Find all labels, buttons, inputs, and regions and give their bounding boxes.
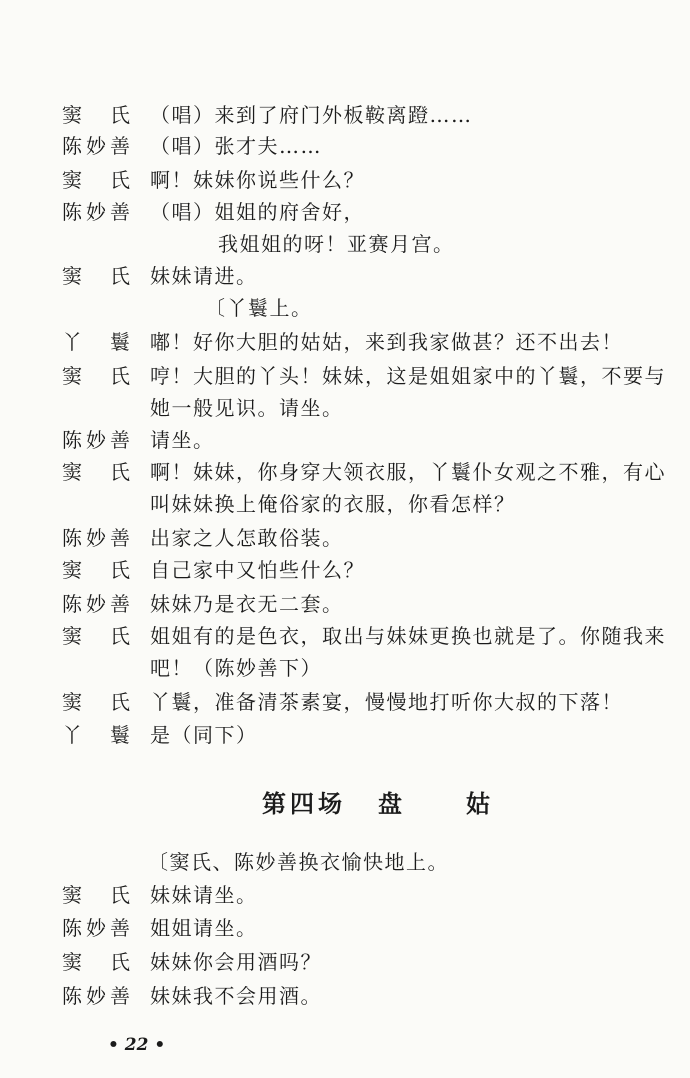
speaker-name: 窦 氏	[62, 950, 130, 974]
dialogue-text: 妹妹请坐。	[150, 883, 258, 907]
dialogue-text: 啊！妹妹你说些什么？	[150, 168, 365, 192]
dialogue-row	[0, 524, 690, 552]
dialogue-row	[0, 362, 690, 390]
dialogue-text: （唱）姐姐的府舍好，	[150, 200, 365, 224]
dialogue-text: 她一般见识。请坐。	[150, 396, 344, 420]
dialogue-text: 妹妹请进。	[150, 264, 258, 288]
dialogue-text: 妹妹乃是衣无二套。	[150, 592, 344, 616]
scene-number: 第四场	[262, 789, 346, 818]
stage-direction	[0, 848, 690, 876]
dialogue-text: 请坐。	[150, 428, 215, 452]
scene-heading	[0, 787, 690, 821]
speaker-name: 窦 氏	[62, 168, 130, 192]
dialogue-row	[0, 458, 690, 486]
speaker-name: 丫 鬟	[62, 330, 130, 354]
speaker-name: 丫 鬟	[62, 723, 130, 747]
stage-direction-text: 〔丫鬟上。	[205, 296, 313, 320]
dialogue-row	[0, 721, 690, 749]
speaker-name: 陈妙善	[62, 526, 130, 550]
stage-direction-text: 〔窦氏、陈妙善换衣愉快地上。	[148, 850, 449, 874]
dialogue-text: 吧！（陈妙善下）	[150, 656, 322, 680]
dialogue-continuation	[0, 490, 690, 518]
dialogue-row	[0, 881, 690, 909]
page-number: • 22 •	[108, 1035, 166, 1055]
speaker-name: 陈妙善	[62, 592, 130, 616]
speaker-name: 陈妙善	[62, 134, 130, 158]
speaker-name: 陈妙善	[62, 428, 130, 452]
dialogue-row	[0, 590, 690, 618]
dialogue-text: 自己家中又怕些什么？	[150, 558, 365, 582]
dialogue-row	[0, 262, 690, 290]
dialogue-text: （唱）来到了府门外板鞍离蹬……	[150, 103, 473, 127]
speaker-name: 陈妙善	[62, 984, 130, 1008]
dialogue-text: 妹妹我不会用酒。	[150, 984, 322, 1008]
dialogue-text: （唱）张才夫……	[150, 134, 322, 158]
dialogue-row	[0, 982, 690, 1010]
dialogue-text: 出家之人怎敢俗装。	[150, 526, 344, 550]
speaker-name: 窦 氏	[62, 103, 130, 127]
dialogue-row	[0, 688, 690, 716]
stage-direction	[0, 294, 690, 322]
dialogue-row	[0, 914, 690, 942]
dialogue-continuation	[0, 654, 690, 682]
dialogue-continuation	[0, 230, 690, 258]
dialogue-row	[0, 101, 690, 129]
speaker-name: 窦 氏	[62, 558, 130, 582]
dialogue-row	[0, 556, 690, 584]
dialogue-text: 我姐姐的呀！亚赛月宫。	[218, 232, 455, 256]
speaker-name: 陈妙善	[62, 200, 130, 224]
speaker-name: 窦 氏	[62, 624, 130, 648]
speaker-name: 窦 氏	[62, 460, 130, 484]
dialogue-text: 叫妹妹换上俺俗家的衣服，你看怎样？	[150, 492, 516, 516]
dialogue-row	[0, 948, 690, 976]
dialogue-row	[0, 328, 690, 356]
dialogue-text: 丫鬟，准备清茶素宴，慢慢地打听你大叔的下落！	[150, 690, 623, 714]
speaker-name: 窦 氏	[62, 364, 130, 388]
dialogue-text: 妹妹你会用酒吗？	[150, 950, 322, 974]
scene-title: 盘 姑	[378, 789, 490, 818]
dialogue-row	[0, 426, 690, 454]
dialogue-row	[0, 166, 690, 194]
dialogue-text: 姐姐请坐。	[150, 916, 258, 940]
speaker-name: 窦 氏	[62, 883, 130, 907]
dialogue-text: 是（同下）	[150, 723, 258, 747]
speaker-name: 窦 氏	[62, 264, 130, 288]
speaker-name: 陈妙善	[62, 916, 130, 940]
dialogue-text: 哼！大胆的丫头！妹妹，这是姐姐家中的丫鬟，不要与	[150, 364, 666, 388]
dialogue-row	[0, 132, 690, 160]
dialogue-continuation	[0, 394, 690, 422]
dialogue-row	[0, 198, 690, 226]
dialogue-row	[0, 622, 690, 650]
speaker-name: 窦 氏	[62, 690, 130, 714]
dialogue-text: 啊！妹妹，你身穿大领衣服，丫鬟仆女观之不雅，有心	[150, 460, 666, 484]
dialogue-text: 嘟！好你大胆的姑姑，来到我家做甚？还不出去！	[150, 330, 623, 354]
dialogue-text: 姐姐有的是色衣，取出与妹妹更换也就是了。你随我来	[150, 624, 666, 648]
